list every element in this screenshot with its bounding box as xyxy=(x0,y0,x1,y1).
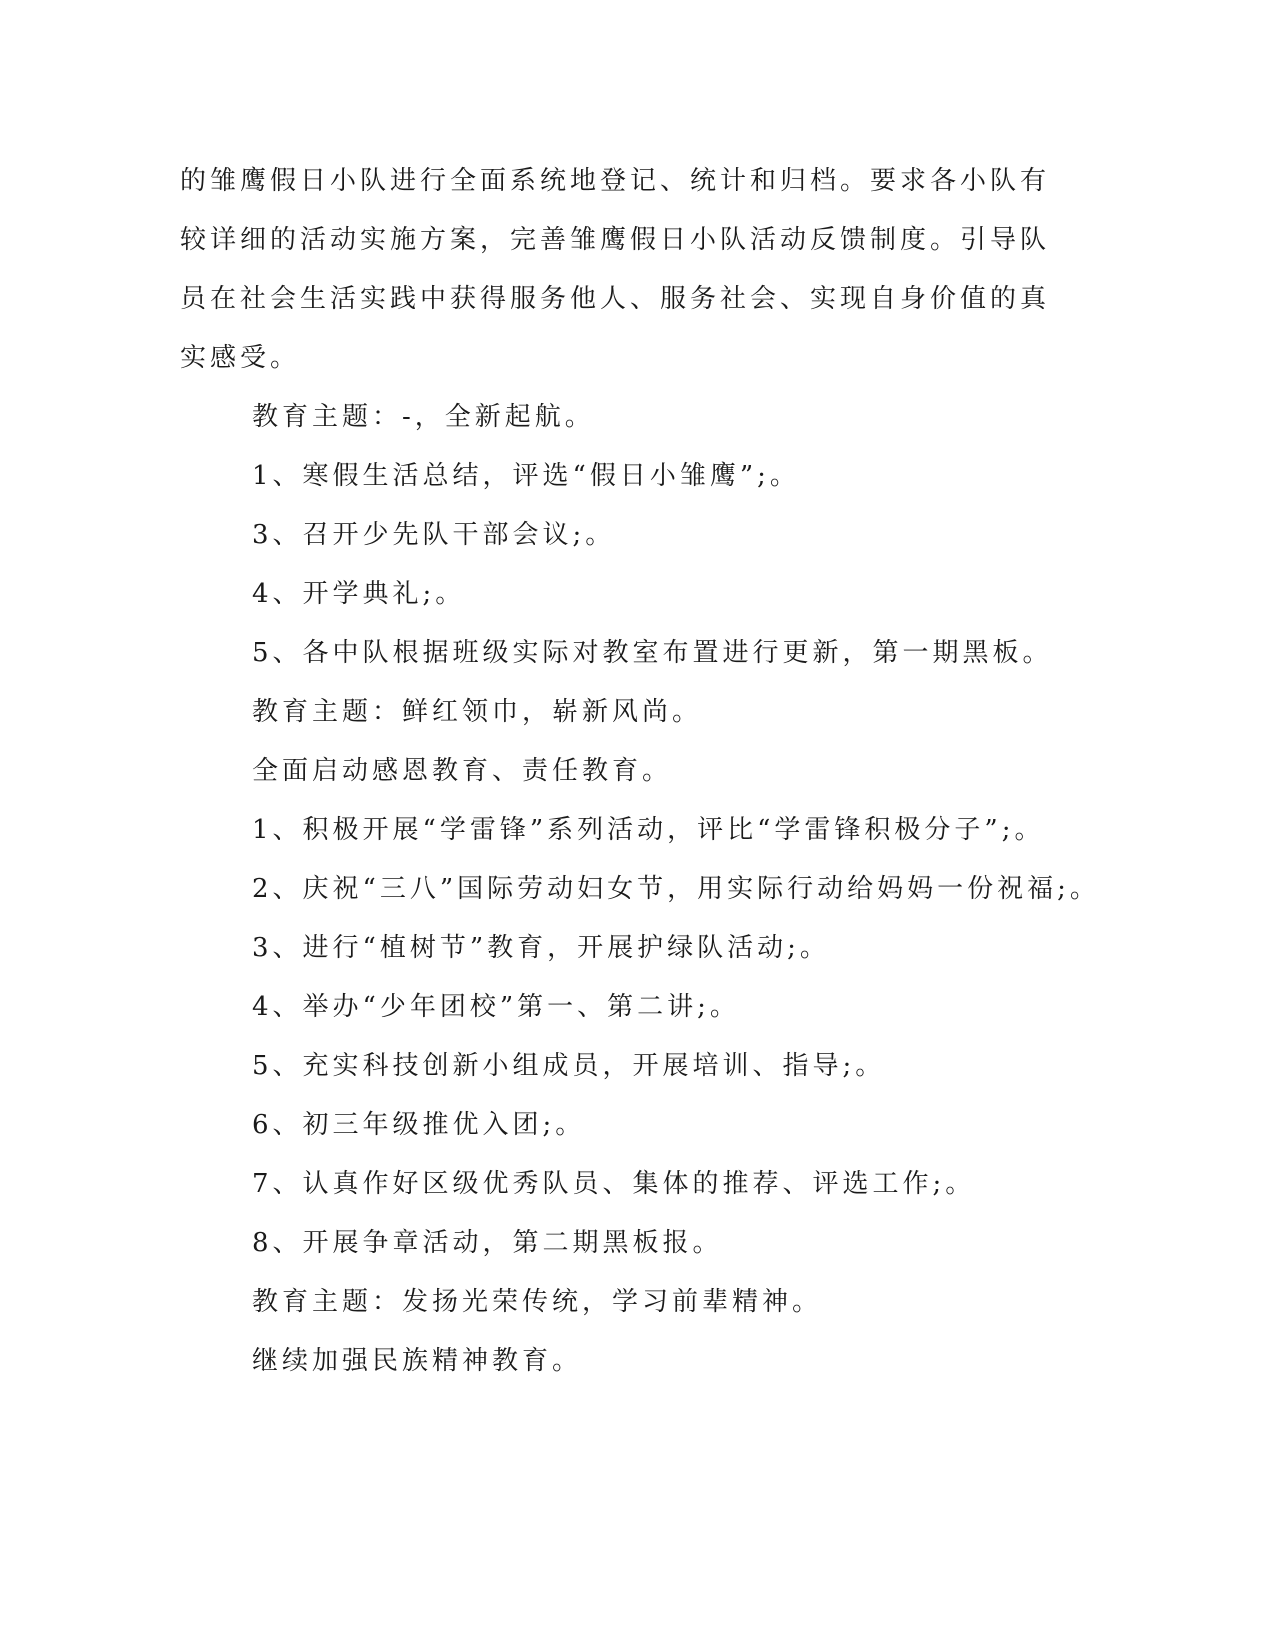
paragraph: 的雏鹰假日小队进行全面系统地登记、统计和归档。要求各小队有较详细的活动实施方案，完善雏鹰假日小队活动反馈制度。引导队员在社会生活实践中获得服务他人、服务社会、实现自身价值的真实感受。 xyxy=(180,166,1051,373)
list-item: 3、进行“植树节”教育，开展护绿队活动;。 xyxy=(252,933,830,963)
list-item: 7、认真作好区级优秀队员、集体的推荐、评选工作;。 xyxy=(252,1169,976,1199)
list-item: 5、充实科技创新小组成员，开展培训、指导;。 xyxy=(252,1051,886,1081)
list-item: 3、召开少先队干部会议;。 xyxy=(252,520,616,550)
list-item: 4、开学典礼;。 xyxy=(252,579,466,609)
list-item: 2、庆祝“三八”国际劳动妇女节，用实际行动给妈妈一份祝福;。 xyxy=(252,874,1100,904)
paragraph: 教育主题：发扬光荣传统，学习前辈精神。 xyxy=(252,1287,823,1317)
paragraph: 继续加强民族精神教育。 xyxy=(252,1346,583,1376)
list-item: 6、初三年级推优入团;。 xyxy=(252,1110,586,1140)
list-item: 1、寒假生活总结，评选“假日小雏鹰”;。 xyxy=(252,461,800,491)
paragraph: 教育主题：鲜红领巾，崭新风尚。 xyxy=(252,697,703,727)
paragraph: 教育主题：-，全新起航。 xyxy=(252,402,595,432)
list-item: 8、开展争章活动，第二期黑板报。 xyxy=(252,1228,723,1258)
list-item: 4、举办“少年团校”第一、第二讲;。 xyxy=(252,992,740,1022)
document-body xyxy=(180,152,1100,1391)
list-item: 1、积极开展“学雷锋”系列活动，评比“学雷锋积极分子”;。 xyxy=(252,815,1045,845)
paragraph: 全面启动感恩教育、责任教育。 xyxy=(252,756,673,786)
list-item: 5、各中队根据班级实际对教室布置进行更新，第一期黑板。 xyxy=(252,638,1053,668)
